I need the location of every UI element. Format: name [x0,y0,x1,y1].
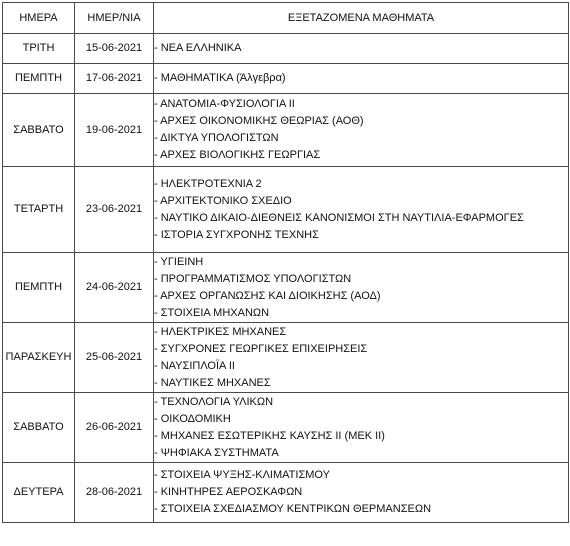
subject-item: - ΑΡΧΕΣ ΒΙΟΛΟΓΙΚΗΣ ΓΕΩΡΓΙΑΣ [154,149,321,161]
subject-item: - ΑΡΧΙΤΕΚΤΟΝΙΚΟ ΣΧΕΔΙΟ [154,194,292,207]
table-row [3,393,569,463]
subjects-cell [154,463,569,523]
date-cell: 24-06-2021 [75,253,154,323]
subject-item: - ΣΤΟΙΧΕΙΑ ΜΗΧΑΝΩΝ [154,306,270,319]
subject-item: - ΑΡΧΕΣ ΟΡΓΑΝΩΣΗΣ ΚΑΙ ΔΙΟΙΚΗΣΗΣ (ΑΟΔ) [154,289,381,302]
date-cell: 19-06-2021 [75,94,154,167]
table-row [3,167,569,253]
subject-item: - ΑΡΧΕΣ ΟΙΚΟΝΟΜΙΚΗΣ ΘΕΩΡΙΑΣ (ΑΟΘ) [154,115,364,127]
subject-item: - ΗΛΕΚΤΡΙΚΕΣ ΜΗΧΑΝΕΣ [154,325,287,338]
subjects-cell [154,393,569,463]
subject-item: - ΝΕΑ ΕΛΛΗΝΙΚΑ [154,42,242,54]
header-subjects: ΕΞΕΤΑΖΟΜΕΝΑ ΜΑΘΗΜΑΤΑ [154,3,569,34]
subject-item: - ΠΡΟΓΡΑΜΜΑΤΙΣΜΟΣ ΥΠΟΛΟΓΙΣΤΩΝ [154,272,352,285]
subject-item: - ΙΣΤΟΡΙΑ ΣΥΓΧΡΟΝΗΣ ΤΕΧΝΗΣ [154,228,319,241]
subject-item: - ΣΤΟΙΧΕΙΑ ΣΧΕΔΙΑΣΜΟΥ ΚΕΝΤΡΙΚΩΝ ΘΕΡΜΑΝΣΕΩΝ [154,503,432,515]
day-cell: ΔΕΥΤΕΡΑ [3,463,75,523]
date-cell: 26-06-2021 [75,393,154,463]
subject-item: - ΜΗΧΑΝΕΣ ΕΣΩΤΕΡΙΚΗΣ ΚΑΥΣΗΣ ΙΙ (ΜΕΚ ΙΙ) [154,429,385,442]
day-cell: ΤΡΙΤΗ [3,34,75,64]
day-cell: ΠΑΡΑΣΚΕΥΗ [3,323,75,393]
subject-item: - ΝΑΥΤΙΚΟ ΔΙΚΑΙΟ-ΔΙΕΘΝΕΙΣ ΚΑΝΟΝΙΣΜΟΙ ΣΤΗ ΝΑΥΤΙΛΙΑ-ΕΦΑΡΜΟΓΕΣ [154,211,524,224]
subjects-cell [154,64,569,94]
subject-item: - ΝΑΥΣΙΠΛΟΪΑ ΙΙ [154,359,235,372]
table-row [3,323,569,393]
header-row [3,3,569,34]
subject-item: - ΚΙΝΗΤΗΡΕΣ ΑΕΡΟΣΚΑΦΩΝ [154,486,303,498]
subjects-cell [154,34,569,64]
exam-schedule-table [2,2,569,523]
subject-item: - ΜΑΘΗΜΑΤΙΚΑ (Άλγεβρα) [154,72,286,84]
subjects-cell [154,94,569,167]
subject-item: - ΗΛΕΚΤΡΟΤΕΧΝΙΑ 2 [154,177,262,190]
subject-item: - ΝΑΥΤΙΚΕΣ ΜΗΧΑΝΕΣ [154,376,271,389]
date-cell: 23-06-2021 [75,167,154,253]
date-cell: 15-06-2021 [75,34,154,64]
day-cell: ΤΕΤΑΡΤΗ [3,167,75,253]
subjects-cell [154,167,569,253]
table-row [3,34,569,64]
subject-item: - ΑΝΑΤΟΜΙΑ-ΦΥΣΙΟΛΟΓΙΑ ΙΙ [154,98,295,110]
day-cell: ΣΑΒΒΑΤΟ [3,94,75,167]
subject-item: - ΔΙΚΤΥΑ ΥΠΟΛΟΓΙΣΤΩΝ [154,132,279,144]
table-row [3,463,569,523]
subject-item: - ΤΕΧΝΟΛΟΓΙΑ ΥΛΙΚΩΝ [154,395,274,408]
schedule-body [3,34,569,523]
day-cell: ΠΕΜΠΤΗ [3,64,75,94]
header-date: ΗΜΕΡ/ΝΙΑ [75,3,154,34]
subjects-cell [154,323,569,393]
subjects-cell [154,253,569,323]
table-row [3,94,569,167]
header-day: ΗΜΕΡΑ [3,3,75,34]
subject-item: - ΟΙΚΟΔΟΜΙΚΗ [154,412,231,425]
subject-item: - ΨΗΦΙΑΚΑ ΣΥΣΤΗΜΑΤΑ [154,446,279,459]
subject-item: - ΥΓΙΕΙΝΗ [154,255,204,268]
day-cell: ΠΕΜΠΤΗ [3,253,75,323]
date-cell: 28-06-2021 [75,463,154,523]
subject-item: - ΣΤΟΙΧΕΙΑ ΨΥΞΗΣ-ΚΛΙΜΑΤΙΣΜΟΥ [154,469,330,481]
table-row [3,253,569,323]
day-cell: ΣΑΒΒΑΤΟ [3,393,75,463]
subject-item: - ΣΥΓΧΡΟΝΕΣ ΓΕΩΡΓΙΚΕΣ ΕΠΙΧΕΙΡΗΣΕΙΣ [154,342,368,355]
date-cell: 17-06-2021 [75,64,154,94]
date-cell: 25-06-2021 [75,323,154,393]
table-row [3,64,569,94]
